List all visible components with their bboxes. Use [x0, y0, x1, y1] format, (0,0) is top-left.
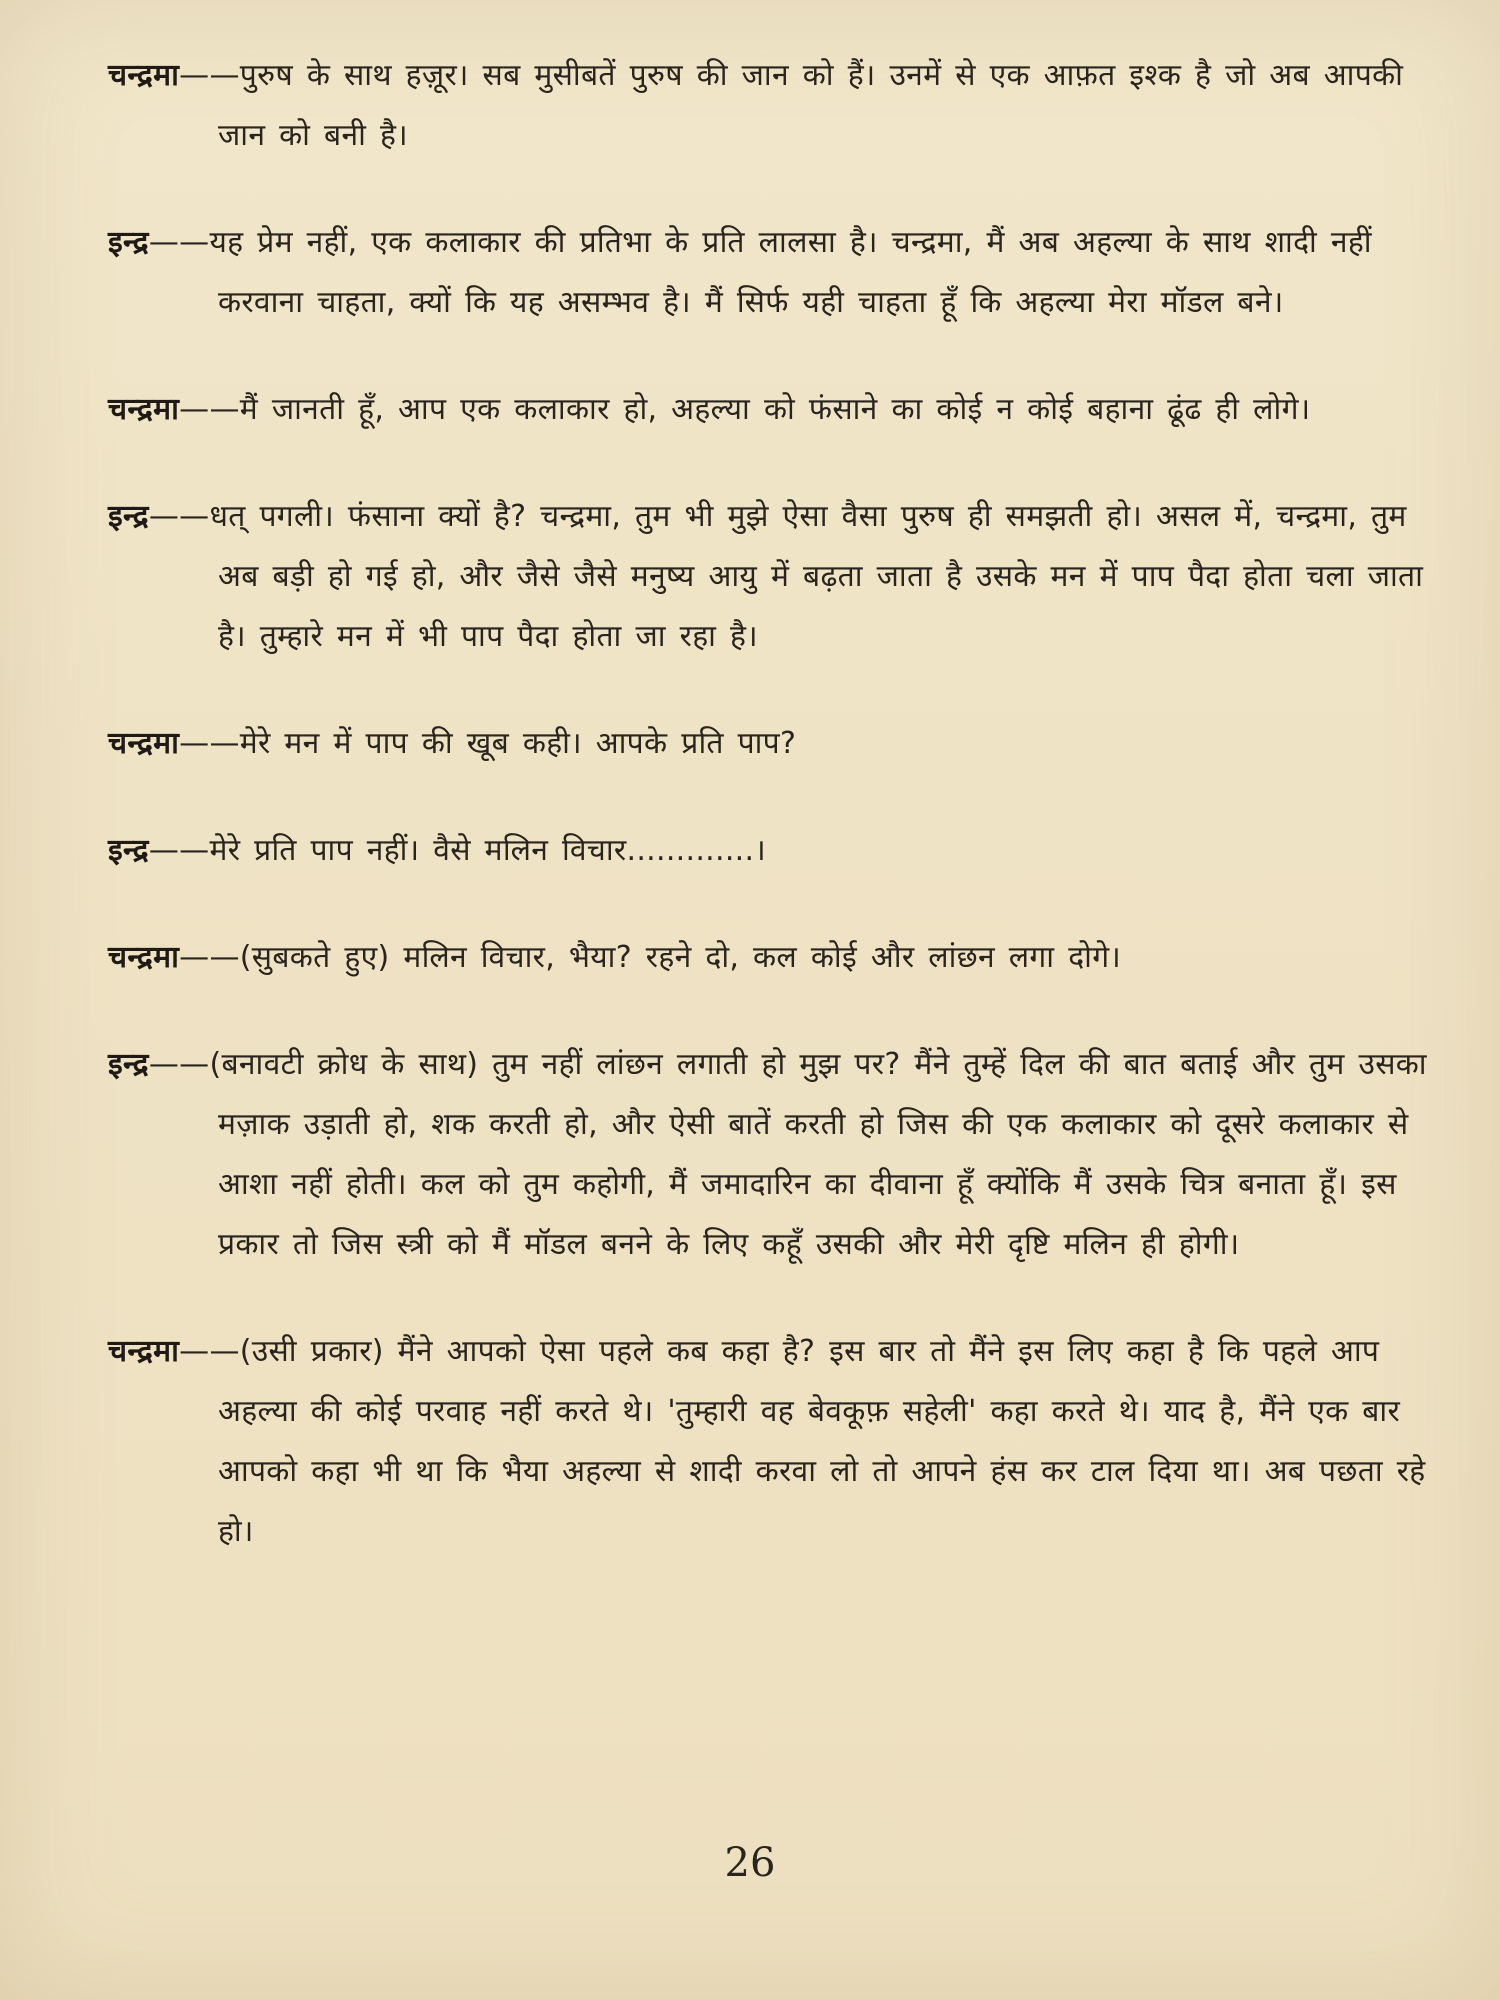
speaker-dash: ——: [179, 726, 240, 761]
speaker-name: इन्द्र: [108, 225, 149, 260]
speaker-dash: ——: [148, 833, 210, 868]
dialogue-text-body: (उसी प्रकार) मैंने आपको ऐसा पहले कब कहा है? इस बार तो मैंने इस लिए कहा है कि पहले आप अहल्या की कोई परवाह नहीं करते थे। 'तुम्हारी वह बेवकूफ़ सहेली' कहा करते थे। याद है, मैंने एक बार आपको कहा भी था कि भैया अहल्या से शादी करवा लो तो आपने हंस कर टाल दिया था। अब पछता रहे हो।: [218, 1334, 1426, 1549]
speaker-name: चन्द्रमा: [108, 726, 180, 761]
dialogue-line: [108, 1322, 1428, 1562]
speaker-dash: ——: [179, 1334, 240, 1369]
speaker-dash: ——: [179, 940, 240, 975]
speaker-name: चन्द्रमा: [108, 1334, 180, 1369]
dialogue-text: [108, 46, 1428, 1609]
dialogue-line: [108, 1035, 1428, 1275]
dialogue-line: [108, 46, 1428, 166]
speaker-name: इन्द्र: [108, 499, 149, 534]
dialogue-text-body: (सुबकते हुए) मलिन विचार, भैया? रहने दो, कल कोई और लांछन लगा दोगे।: [239, 940, 1122, 975]
dialogue-text-body: मैं जानती हूँ, आप एक कलाकार हो, अहल्या को फंसाने का कोई न कोई बहाना ढूंढ ही लोगे।: [239, 392, 1311, 427]
speaker-dash: ——: [179, 58, 240, 93]
dialogue-line: [108, 487, 1428, 667]
dialogue-line: [108, 928, 1428, 988]
dialogue-line: [108, 714, 1428, 774]
speaker-dash: ——: [148, 1047, 210, 1082]
dialogue-text-body: मेरे मन में पाप की खूब कही। आपके प्रति पाप?: [239, 726, 797, 761]
dialogue-text-body: (बनावटी क्रोध के साथ) तुम नहीं लांछन लगाती हो मुझ पर? मैंने तुम्हें दिल की बात बताई और तुम उसका मज़ाक उड़ाती हो, शक करती हो, और ऐसी बातें करती हो जिस की एक कलाकार को दूसरे कलाकार से आशा नहीं होती। कल को तुम कहोगी, मैं जमादारिन का दीवाना हूँ क्योंकि मैं उसके चित्र बनाता हूँ। इस प्रकार तो जिस स्त्री को मैं मॉडल बनने के लिए कहूँ उसकी और मेरी दृष्टि मलिन ही होगी।: [209, 1047, 1427, 1262]
speaker-dash: ——: [148, 499, 210, 534]
dialogue-text-body: धत् पगली। फंसाना क्यों है? चन्द्रमा, तुम भी मुझे ऐसा वैसा पुरुष ही समझती हो। असल में, चन्द्रमा, तुम अब बड़ी हो गई हो, और जैसे जैसे मनुष्य आयु में बढ़ता जाता है उसके मन में पाप पैदा होता चला जाता है। तुम्हारे मन में भी पाप पैदा होता जा रहा है।: [209, 499, 1424, 654]
dialogue-line: [108, 380, 1428, 440]
speaker-dash: ——: [148, 225, 210, 260]
speaker-name: चन्द्रमा: [108, 940, 180, 975]
speaker-name: इन्द्र: [108, 1047, 149, 1082]
speaker-dash: ——: [179, 392, 240, 427]
dialogue-text-body: मेरे प्रति पाप नहीं। वैसे मलिन विचार.............।: [209, 833, 767, 868]
dialogue-text-body: यह प्रेम नहीं, एक कलाकार की प्रतिभा के प्रति लालसा है। चन्द्रमा, मैं अब अहल्या के साथ शादी नहीं करवाना चाहता, क्यों कि यह असम्भव है। मैं सिर्फ यही चाहता हूँ कि अहल्या मेरा मॉडल बने।: [209, 225, 1372, 320]
speaker-name: चन्द्रमा: [108, 392, 180, 427]
speaker-name: चन्द्रमा: [108, 58, 180, 93]
dialogue-line: [108, 213, 1428, 333]
speaker-name: इन्द्र: [108, 833, 149, 868]
dialogue-line: [108, 821, 1428, 881]
page-number: 26: [724, 1840, 776, 1886]
dialogue-text-body: पुरुष के साथ हज़ूर। सब मुसीबतें पुरुष की जान को हैं। उनमें से एक आफ़त इश्क है जो अब आपकी जान को बनी है।: [218, 58, 1404, 153]
